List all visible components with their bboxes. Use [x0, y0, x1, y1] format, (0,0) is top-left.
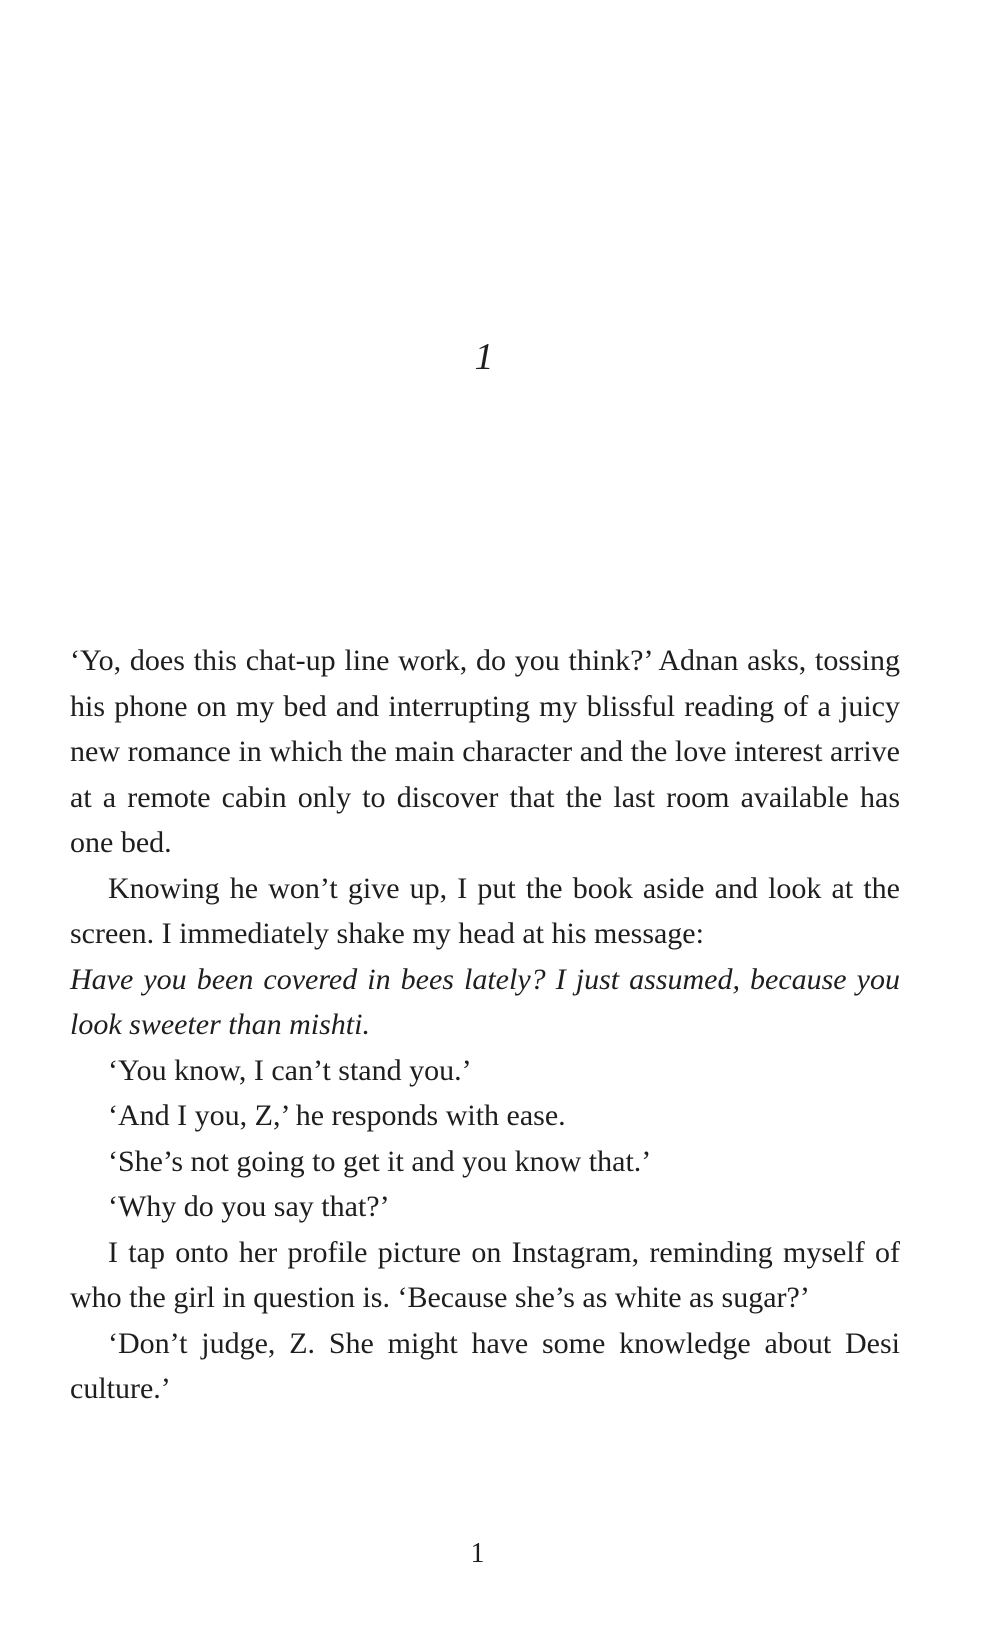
paragraph: ‘Yo, does this chat-up line work, do you think?’ Adnan asks, tossing his phone on my bed and interrupting my blissful reading of a juicy new romance in which the main character and the love interest arrive at a remote cabin only to discover that the last room available has one bed. [70, 644, 900, 859]
paragraph: ‘And I you, Z,’ he responds with ease. [108, 1099, 566, 1132]
body-text [70, 638, 900, 1412]
paragraph: ‘She’s not going to get it and you know that.’ [108, 1144, 652, 1178]
chapter-number: 1 [474, 336, 494, 378]
paragraph: ‘Don’t judge, Z. She might have some knowledge about Desi culture.’ [70, 1326, 900, 1405]
paragraph-italic-message: Have you been covered in bees lately? I just assumed, because you look sweeter than mishti. [70, 962, 900, 1041]
paragraph: ‘You know, I can’t stand you.’ [108, 1053, 472, 1087]
page-number: 1 [470, 1538, 485, 1569]
paragraph: Knowing he won’t give up, I put the book aside and look at the screen. I immediately shake my head at his message: [70, 871, 900, 950]
paragraph: ‘Why do you say that?’ [108, 1190, 390, 1223]
paragraph: I tap onto her profile picture on Instagram, reminding myself of who the girl in question is. ‘Because she’s as white as sugar?’ [70, 1235, 900, 1314]
